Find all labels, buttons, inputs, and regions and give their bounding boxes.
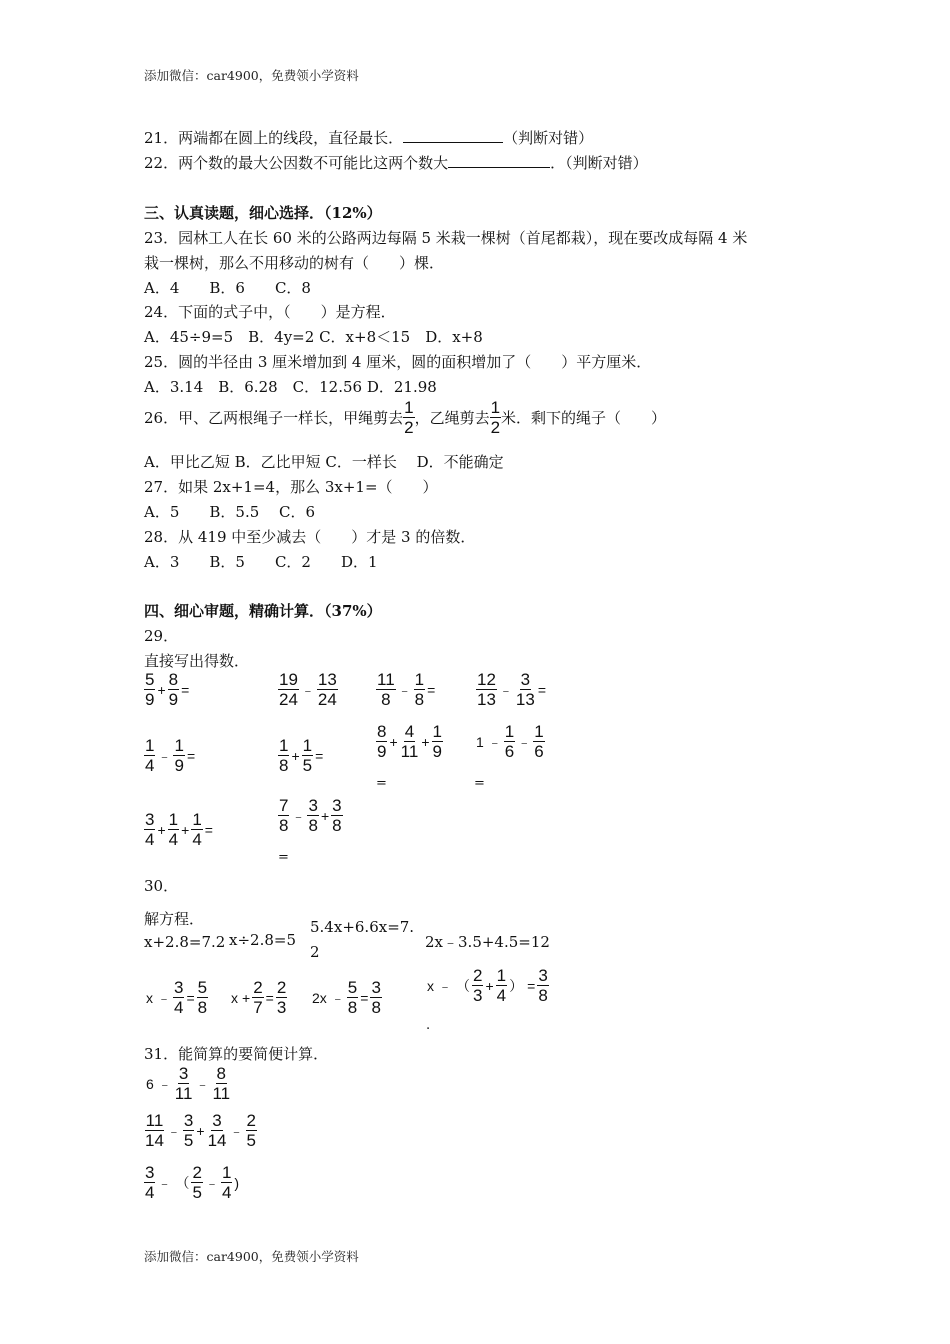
denominator: 2 (404, 418, 414, 437)
calc-item (144, 1111, 257, 1150)
fraction (432, 722, 443, 761)
operator: = (427, 681, 436, 698)
denominator: 9 (145, 690, 155, 709)
operator: + (181, 821, 190, 838)
fraction (211, 1064, 231, 1103)
denominator: 11 (400, 742, 419, 761)
numerator: 3 (145, 1163, 155, 1182)
fraction (403, 398, 414, 437)
answer-blank[interactable] (448, 167, 550, 168)
fraction (168, 810, 179, 849)
numerator: 13 (317, 670, 337, 689)
fraction (476, 670, 497, 709)
operator: （ (456, 977, 470, 994)
fraction (278, 670, 299, 709)
operator: + (421, 733, 430, 750)
denominator: 11 (174, 1084, 193, 1103)
numerator: 1 (404, 398, 414, 417)
denominator: 8 (279, 816, 289, 835)
question-21-text: 21．两端都在圆上的线段，直径最长． (144, 129, 404, 147)
fraction (504, 722, 515, 761)
operator: 6 (146, 1075, 154, 1092)
denominator: 4 (145, 1183, 155, 1202)
operator: = (315, 747, 324, 764)
denominator: 14 (207, 1131, 227, 1150)
fraction (191, 1163, 202, 1202)
numerator: 8 (216, 1064, 227, 1083)
calc-item (144, 1064, 231, 1103)
fraction (537, 966, 548, 1005)
numerator: 7 (279, 796, 289, 815)
operator: ﹣ (498, 681, 513, 698)
question-31-instruction: 31．能简算的要简便计算． (144, 1045, 329, 1063)
operator: ﹣ (157, 747, 172, 764)
fraction (173, 978, 184, 1017)
footer-note: 添加微信：car4900，免费领小学资料 (144, 1249, 359, 1264)
denominator: 8 (308, 816, 318, 835)
question-21-tail: （判断对错） (503, 129, 594, 147)
numerator: 2 (246, 1111, 256, 1130)
question-21 (144, 127, 593, 148)
denominator: 11 (212, 1084, 231, 1103)
operator: ﹣ (157, 1075, 172, 1092)
operator: + (320, 807, 330, 824)
denominator: 3 (276, 998, 287, 1017)
fraction (490, 398, 501, 437)
operator: ﹣ (330, 989, 345, 1006)
operator: （ (175, 1174, 190, 1191)
equals-sign: = (376, 776, 387, 791)
denominator: 5 (302, 756, 313, 775)
fraction (472, 966, 483, 1005)
denominator: 4 (496, 986, 507, 1005)
operator: = (265, 989, 274, 1006)
operator: = (204, 821, 213, 838)
dot: . (426, 1018, 431, 1033)
denominator: 8 (347, 998, 358, 1017)
fraction (144, 1163, 155, 1202)
calc-item (144, 670, 191, 709)
calc-item (278, 796, 343, 835)
operator: + (389, 733, 398, 750)
fraction (302, 736, 313, 775)
denominator: 24 (279, 690, 298, 709)
question-22-tail: ．（判断对错） (550, 154, 648, 172)
question-22 (144, 152, 648, 173)
fraction (376, 722, 387, 761)
question-26-part-c: 米．剩下的绳子（ ） (501, 409, 667, 427)
denominator: 8 (414, 690, 425, 709)
denominator: 24 (317, 690, 337, 709)
fraction (276, 978, 287, 1017)
fraction (496, 966, 507, 1005)
denominator: 4 (192, 830, 202, 849)
denominator: 9 (432, 742, 442, 761)
calc-item (278, 670, 338, 709)
numerator: 3 (174, 978, 184, 997)
numerator: 4 (404, 722, 415, 741)
operator: ﹣ (166, 1122, 181, 1139)
question-27: 27．如果 2x+1=4，那么 3x+1=（ ） (144, 478, 438, 496)
fraction (168, 670, 179, 709)
question-23-options: A．4 B．6 C．8 (144, 279, 311, 297)
denominator: 8 (371, 998, 381, 1017)
operator: 1 (476, 733, 484, 750)
numerator: 12 (477, 670, 496, 689)
operator: = (186, 989, 195, 1006)
denominator: 4 (168, 830, 179, 849)
operator: + (196, 1122, 205, 1139)
fraction (400, 722, 420, 761)
denominator: 8 (197, 998, 208, 1017)
numerator: 3 (183, 1111, 194, 1130)
equation (229, 978, 287, 1017)
calc-item (474, 722, 545, 761)
denominator: 9 (168, 690, 179, 709)
fraction (191, 810, 202, 849)
operator: = (360, 989, 369, 1006)
fraction (278, 736, 289, 775)
question-25: 25．圆的半径由 3 厘米增加到 4 厘米，圆的面积增加了（ ）平方厘米． (144, 353, 652, 371)
question-26-options: A．甲比乙短 B．乙比甲短 C．一样长 D．不能确定 (144, 453, 504, 471)
operator: + (157, 681, 166, 698)
operator: ﹣ (300, 681, 315, 698)
equation: x+2.8=7.2 (144, 933, 226, 951)
denominator: 9 (174, 756, 184, 775)
equals-sign: = (474, 776, 485, 791)
numerator: 5 (347, 978, 358, 997)
calc-item (376, 722, 443, 761)
fraction (173, 736, 184, 775)
operator: ﹣ (487, 733, 502, 750)
operator: ﹣ (157, 1174, 172, 1191)
numerator: 5 (145, 670, 155, 689)
operator: 2x (312, 989, 327, 1006)
fraction (144, 1111, 165, 1150)
question-26 (144, 398, 666, 437)
fraction (278, 796, 289, 835)
calc-item (144, 810, 215, 849)
denominator: 7 (253, 998, 263, 1017)
numerator: 3 (145, 810, 155, 829)
denominator: 13 (477, 690, 496, 709)
denominator: 5 (246, 1131, 256, 1150)
operator: x (231, 989, 238, 1006)
denominator: 13 (515, 690, 535, 709)
denominator: 4 (174, 998, 184, 1017)
operator: + (157, 821, 166, 838)
numerator: 1 (279, 736, 289, 755)
numerator: 2 (473, 966, 483, 985)
operator: + (291, 747, 300, 764)
question-22-text: 22．两个数的最大公因数不可能比这两个数大 (144, 154, 449, 172)
operator: ） (509, 977, 524, 994)
fraction (515, 670, 536, 709)
numerator: 1 (534, 722, 544, 741)
question-26-part-a: 26．甲、乙两根绳子一样长，甲绳剪去 (144, 409, 404, 427)
operator: ﹣ (397, 681, 412, 698)
denominator: 6 (504, 742, 515, 761)
operator: ﹣ (517, 733, 532, 750)
numerator: 2 (276, 978, 287, 997)
numerator: 3 (178, 1064, 189, 1083)
numerator: 1 (302, 736, 313, 755)
numerator: 2 (253, 978, 263, 997)
numerator: 19 (279, 670, 298, 689)
operator: + (485, 977, 494, 994)
denominator: 14 (145, 1131, 164, 1150)
operator: ﹣ (204, 1174, 219, 1191)
equals-sign: = (278, 850, 289, 865)
equation: x÷2.8=5 (229, 931, 296, 949)
numerator: 1 (168, 810, 179, 829)
fraction (183, 1111, 194, 1150)
denominator: 3 (473, 986, 483, 1005)
fraction (197, 978, 208, 1017)
fraction (347, 978, 358, 1017)
question-23-line2: 栽一棵树，那么不用移动的树有（ ）棵． (144, 254, 445, 272)
fraction (370, 978, 381, 1017)
equation-part: 2 (310, 943, 320, 961)
fraction (414, 670, 425, 709)
calc-item (144, 1163, 241, 1202)
operator: ﹣ (438, 977, 452, 994)
numerator: 8 (377, 722, 387, 741)
answer-blank[interactable] (403, 142, 503, 143)
denominator: 8 (538, 986, 548, 1005)
question-23-line1: 23．园林工人在长 60 米的公路两边每隔 5 米栽一棵树（首尾都栽），现在要改成每隔 4 米 (144, 229, 748, 247)
denominator: 4 (145, 756, 155, 775)
section-3-title: 三、认真读题，细心选择．（12%） (144, 204, 382, 222)
denominator: 9 (377, 742, 387, 761)
fraction (376, 670, 396, 709)
operator: = (181, 681, 190, 698)
numerator: 1 (145, 736, 155, 755)
calc-item (476, 670, 548, 709)
operator: = (186, 747, 196, 764)
numerator: 1 (174, 736, 184, 755)
fraction (307, 796, 318, 835)
fraction (207, 1111, 228, 1150)
numerator: 3 (538, 966, 548, 985)
numerator: 11 (377, 670, 395, 689)
operator: = (527, 977, 536, 994)
operator: x (427, 977, 434, 994)
operator: = (537, 681, 547, 698)
denominator: 5 (183, 1131, 194, 1150)
fraction (246, 1111, 257, 1150)
fraction (331, 796, 342, 835)
numerator: 3 (520, 670, 531, 689)
equation (425, 966, 549, 1005)
question-29-number: 29． (144, 627, 179, 645)
numerator: 1 (490, 398, 501, 417)
section-4-title: 四、细心审题，精确计算．（37%） (144, 602, 382, 620)
numerator: 3 (332, 796, 342, 815)
equation: 2x﹣3.5+4.5=12 (425, 933, 550, 951)
fraction (144, 670, 155, 709)
denominator: 8 (279, 756, 289, 775)
question-24-options: A．45÷9=5 B．4y=2 C．x+8＜15 D．x+8 (144, 328, 483, 346)
numerator: 3 (308, 796, 318, 815)
question-30-number: 30． (144, 877, 179, 895)
header-note: 添加微信：car4900，免费领小学资料 (144, 68, 359, 83)
operator: + (242, 989, 251, 1006)
question-27-options: A．5 B．5.5 C．6 (144, 503, 316, 521)
question-26-part-b: ，乙绳剪去 (414, 409, 490, 427)
question-30-instruction: 解方程． (144, 910, 205, 928)
numerator: 1 (221, 1163, 232, 1182)
fraction (144, 810, 155, 849)
operator: ﹣ (195, 1075, 210, 1092)
fraction (221, 1163, 232, 1202)
denominator: 4 (145, 830, 155, 849)
numerator: 1 (192, 810, 202, 829)
numerator: 1 (414, 670, 425, 689)
numerator: 5 (197, 978, 208, 997)
operator: ﹣ (229, 1122, 244, 1139)
calc-item (144, 736, 197, 775)
numerator: 3 (212, 1111, 222, 1130)
denominator: 5 (192, 1183, 202, 1202)
denominator: 8 (381, 690, 391, 709)
calc-item (278, 736, 325, 775)
equation-part: 5.4x+6.6x=7. (310, 918, 415, 936)
equation (144, 978, 208, 1017)
numerator: 11 (145, 1111, 164, 1130)
calc-item (376, 670, 437, 709)
fraction (174, 1064, 194, 1103)
fraction (317, 670, 338, 709)
numerator: 3 (371, 978, 381, 997)
fraction (533, 722, 544, 761)
fraction (144, 736, 155, 775)
operator: x (146, 989, 153, 1006)
denominator: 6 (534, 742, 544, 761)
denominator: 2 (490, 418, 501, 437)
equation (310, 978, 382, 1017)
fraction (252, 978, 263, 1017)
question-28-options: A．3 B．5 C．2 D．1 (144, 553, 378, 571)
question-29-instruction: 直接写出得数． (144, 652, 250, 670)
operator: ) (234, 1174, 240, 1191)
numerator: 2 (192, 1163, 202, 1182)
denominator: 8 (332, 816, 342, 835)
numerator: 8 (168, 670, 179, 689)
question-24: 24．下面的式子中，（ ）是方程． (144, 303, 396, 321)
denominator: 4 (221, 1183, 232, 1202)
numerator: 1 (496, 966, 507, 985)
question-25-options: A．3.14 B．6.28 C．12.56 D．21.98 (144, 378, 437, 396)
operator: ﹣ (291, 807, 306, 824)
numerator: 1 (504, 722, 515, 741)
question-28: 28．从 419 中至少减去（ ）才是 3 的倍数． (144, 528, 476, 546)
numerator: 1 (432, 722, 442, 741)
operator: ﹣ (157, 989, 171, 1006)
